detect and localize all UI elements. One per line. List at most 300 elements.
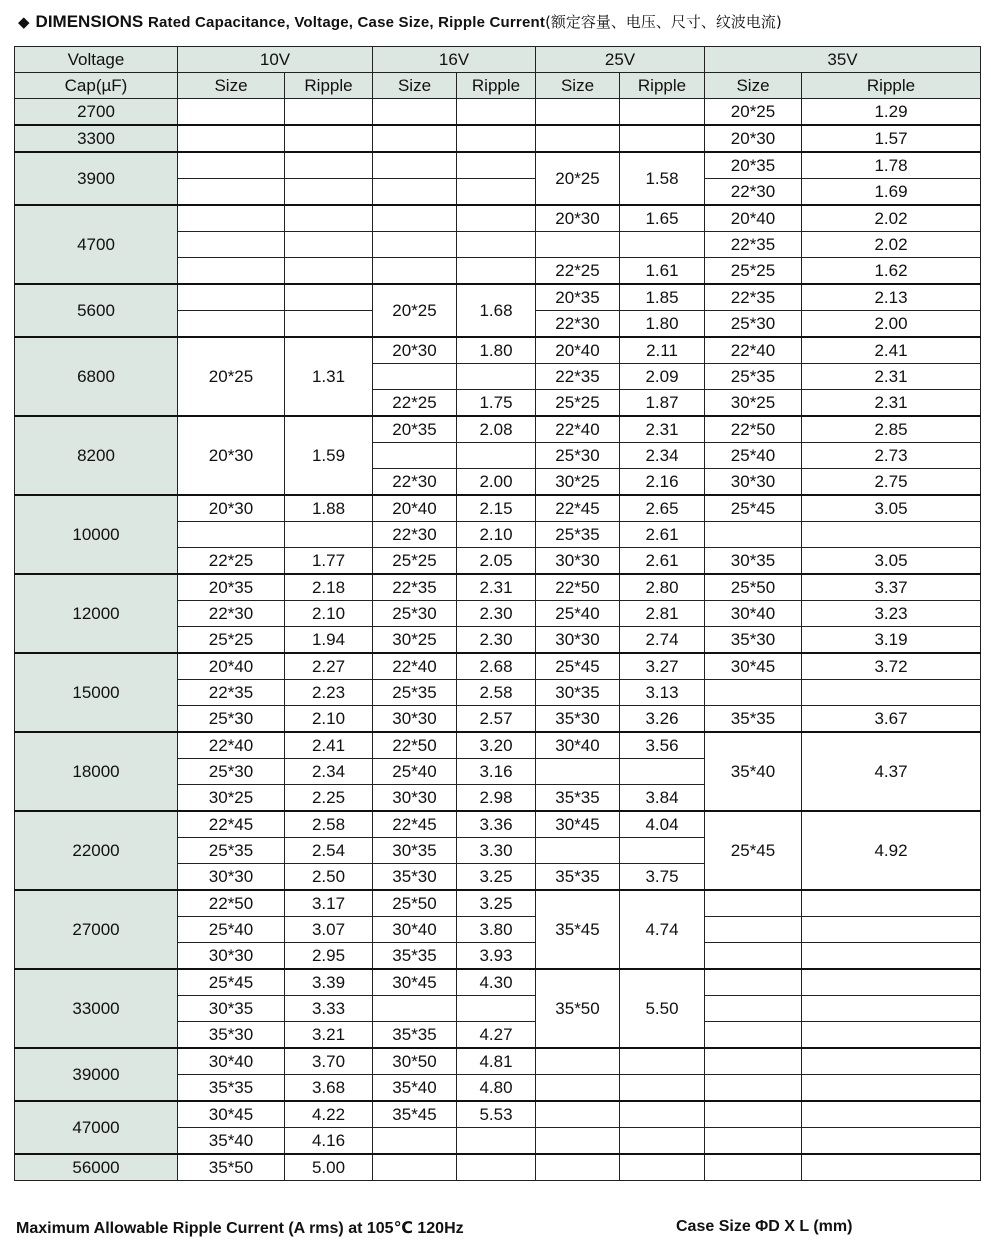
table-row [15, 337, 981, 364]
capacitance-cell: 12000 [15, 574, 178, 653]
size-cell-v25: 20*35 [536, 284, 620, 311]
ripple-cell-v25: 2.31 [620, 416, 705, 443]
size-cell-v25 [536, 232, 620, 258]
section-title [18, 6, 782, 38]
size-cell-v25 [536, 99, 620, 126]
size-cell-v25: 30*30 [536, 548, 620, 575]
title-subtitle: Rated Capacitance, Voltage, Case Size, Ripple Current [147, 14, 546, 31]
ripple-cell-v10: 2.95 [285, 943, 373, 970]
size-cell-v16 [373, 364, 457, 390]
ripple-cell-v16: 4.30 [457, 969, 536, 996]
size-cell-v35 [705, 1048, 802, 1075]
ripple-cell-v35 [802, 943, 981, 970]
capacitance-cell: 47000 [15, 1101, 178, 1154]
ripple-cell-v16: 2.30 [457, 601, 536, 627]
table-row [15, 1048, 981, 1075]
size-cell-v35 [705, 1154, 802, 1181]
ripple-cell-v25 [620, 1154, 705, 1181]
size-cell-v16: 22*30 [373, 469, 457, 496]
size-cell-v25: 35*45 [536, 890, 620, 969]
size-cell-v10 [178, 99, 285, 126]
size-header: Size [373, 73, 457, 99]
size-cell-v25 [536, 1075, 620, 1102]
size-cell-v10: 25*45 [178, 969, 285, 996]
ripple-cell-v16: 1.80 [457, 337, 536, 364]
ripple-cell-v16: 2.58 [457, 680, 536, 706]
ripple-cell-v10: 4.16 [285, 1128, 373, 1155]
table-row [15, 890, 981, 917]
ripple-cell-v10: 2.27 [285, 653, 373, 680]
size-cell-v25: 22*50 [536, 574, 620, 601]
size-cell-v10: 30*45 [178, 1101, 285, 1128]
ripple-cell-v25: 1.87 [620, 390, 705, 417]
ripple-cell-v10: 2.10 [285, 706, 373, 733]
ripple-cell-v25: 1.80 [620, 311, 705, 338]
ripple-cell-v16: 3.25 [457, 864, 536, 891]
ripple-cell-v10 [285, 258, 373, 285]
table-row [15, 99, 981, 126]
ripple-cell-v25: 2.74 [620, 627, 705, 654]
size-cell-v16: 22*45 [373, 811, 457, 838]
ripple-cell-v35: 2.02 [802, 232, 981, 258]
ripple-cell-v35: 1.69 [802, 179, 981, 206]
ripple-cell-v16: 2.00 [457, 469, 536, 496]
ripple-cell-v16 [457, 99, 536, 126]
ripple-cell-v25: 2.16 [620, 469, 705, 496]
size-cell-v35 [705, 1101, 802, 1128]
ripple-cell-v10: 3.07 [285, 917, 373, 943]
ripple-cell-v10: 5.00 [285, 1154, 373, 1181]
ripple-cell-v35: 1.62 [802, 258, 981, 285]
size-cell-v10 [178, 152, 285, 179]
header-row-voltage [15, 47, 981, 73]
size-cell-v35 [705, 680, 802, 706]
ripple-header: Ripple [802, 73, 981, 99]
table-row [15, 205, 981, 232]
ripple-cell-v25: 3.26 [620, 706, 705, 733]
ripple-cell-v25 [620, 1075, 705, 1102]
capacitance-cell: 4700 [15, 205, 178, 284]
ripple-cell-v25: 1.65 [620, 205, 705, 232]
size-cell-v25 [536, 1101, 620, 1128]
size-cell-v16 [373, 125, 457, 152]
size-cell-v16: 30*25 [373, 627, 457, 654]
ripple-cell-v25: 3.75 [620, 864, 705, 891]
size-cell-v10: 25*30 [178, 759, 285, 785]
size-cell-v10: 25*35 [178, 838, 285, 864]
ripple-cell-v16: 3.93 [457, 943, 536, 970]
size-cell-v25 [536, 838, 620, 864]
size-cell-v10: 35*30 [178, 1022, 285, 1049]
size-cell-v35: 22*50 [705, 416, 802, 443]
size-cell-v35: 22*35 [705, 284, 802, 311]
size-cell-v25: 22*40 [536, 416, 620, 443]
ripple-cell-v25 [620, 125, 705, 152]
ripple-cell-v10 [285, 152, 373, 179]
size-cell-v16: 20*30 [373, 337, 457, 364]
ripple-cell-v35: 3.05 [802, 495, 981, 522]
size-cell-v35: 22*40 [705, 337, 802, 364]
ripple-cell-v35 [802, 1048, 981, 1075]
size-cell-v16: 30*45 [373, 969, 457, 996]
size-cell-v10 [178, 179, 285, 206]
ripple-cell-v25: 4.74 [620, 890, 705, 969]
ripple-cell-v16: 3.20 [457, 732, 536, 759]
ripple-cell-v10: 1.31 [285, 337, 373, 416]
size-cell-v16: 30*40 [373, 917, 457, 943]
ripple-cell-v25 [620, 232, 705, 258]
size-cell-v16: 35*45 [373, 1101, 457, 1128]
ripple-cell-v25: 3.13 [620, 680, 705, 706]
ripple-cell-v25: 2.11 [620, 337, 705, 364]
ripple-cell-v35: 2.31 [802, 390, 981, 417]
size-cell-v35 [705, 943, 802, 970]
ripple-cell-v16: 3.25 [457, 890, 536, 917]
ripple-cell-v16 [457, 205, 536, 232]
ripple-cell-v25: 1.58 [620, 152, 705, 205]
table-row [15, 574, 981, 601]
size-cell-v16: 20*35 [373, 416, 457, 443]
ripple-cell-v10: 3.17 [285, 890, 373, 917]
ripple-cell-v25: 3.56 [620, 732, 705, 759]
table-row [15, 284, 981, 311]
ripple-cell-v10: 1.77 [285, 548, 373, 575]
size-cell-v25: 25*35 [536, 522, 620, 548]
ripple-cell-v25 [620, 1101, 705, 1128]
voltage-header-v35: 35V [705, 47, 981, 73]
ripple-cell-v10: 2.34 [285, 759, 373, 785]
ripple-cell-v25: 2.65 [620, 495, 705, 522]
ripple-cell-v16 [457, 996, 536, 1022]
ripple-cell-v10 [285, 522, 373, 548]
ripple-cell-v10: 1.94 [285, 627, 373, 654]
ripple-cell-v10: 3.68 [285, 1075, 373, 1102]
size-cell-v25: 25*25 [536, 390, 620, 417]
size-cell-v10: 20*35 [178, 574, 285, 601]
ripple-cell-v35 [802, 1128, 981, 1155]
ripple-cell-v10: 1.59 [285, 416, 373, 495]
capacitance-cell: 3300 [15, 125, 178, 152]
ripple-cell-v25: 2.61 [620, 548, 705, 575]
size-cell-v10: 25*25 [178, 627, 285, 654]
size-cell-v16: 35*40 [373, 1075, 457, 1102]
size-cell-v10: 25*40 [178, 917, 285, 943]
ripple-cell-v25 [620, 1128, 705, 1155]
size-cell-v10 [178, 522, 285, 548]
capacitance-cell: 8200 [15, 416, 178, 495]
size-cell-v10: 30*30 [178, 943, 285, 970]
size-cell-v10: 22*50 [178, 890, 285, 917]
size-cell-v35: 35*40 [705, 732, 802, 811]
ripple-cell-v25: 4.04 [620, 811, 705, 838]
ripple-cell-v25 [620, 759, 705, 785]
capacitance-cell: 18000 [15, 732, 178, 811]
size-cell-v35: 25*45 [705, 811, 802, 890]
capacitance-cell: 2700 [15, 99, 178, 126]
size-cell-v35 [705, 996, 802, 1022]
ripple-cell-v16: 5.53 [457, 1101, 536, 1128]
ripple-cell-v25: 3.84 [620, 785, 705, 812]
size-cell-v35 [705, 1128, 802, 1155]
size-cell-v35: 30*35 [705, 548, 802, 575]
table-row [15, 152, 981, 179]
size-cell-v16: 25*50 [373, 890, 457, 917]
ripple-cell-v10: 2.23 [285, 680, 373, 706]
ripple-cell-v35 [802, 917, 981, 943]
size-cell-v25: 35*50 [536, 969, 620, 1048]
footer-case-size-note: Case Size ΦD X L (mm) [676, 1218, 853, 1235]
size-cell-v16: 35*35 [373, 1022, 457, 1049]
ripple-cell-v25 [620, 99, 705, 126]
capacitance-cell: 15000 [15, 653, 178, 732]
size-cell-v10: 30*25 [178, 785, 285, 812]
size-cell-v35: 25*35 [705, 364, 802, 390]
capacitance-cell: 3900 [15, 152, 178, 205]
ripple-cell-v16: 2.15 [457, 495, 536, 522]
ripple-cell-v16 [457, 179, 536, 206]
size-cell-v35: 25*25 [705, 258, 802, 285]
size-cell-v16: 22*40 [373, 653, 457, 680]
ripple-cell-v10: 3.21 [285, 1022, 373, 1049]
size-cell-v35: 35*35 [705, 706, 802, 733]
ripple-cell-v16 [457, 258, 536, 285]
voltage-header-v10: 10V [178, 47, 373, 73]
voltage-header-v16: 16V [373, 47, 536, 73]
size-cell-v25: 30*30 [536, 627, 620, 654]
ripple-cell-v10: 2.54 [285, 838, 373, 864]
ripple-cell-v35: 3.19 [802, 627, 981, 654]
size-cell-v25: 20*40 [536, 337, 620, 364]
ripple-cell-v25: 1.85 [620, 284, 705, 311]
capacitance-cell: 22000 [15, 811, 178, 890]
table-row [15, 1101, 981, 1128]
ripple-cell-v16: 2.05 [457, 548, 536, 575]
ripple-cell-v35: 3.37 [802, 574, 981, 601]
size-cell-v10: 20*30 [178, 495, 285, 522]
table-row [15, 653, 981, 680]
size-cell-v25: 22*45 [536, 495, 620, 522]
ripple-cell-v10 [285, 284, 373, 311]
size-cell-v16 [373, 996, 457, 1022]
ripple-cell-v35: 4.92 [802, 811, 981, 890]
ripple-cell-v35 [802, 1075, 981, 1102]
ripple-cell-v10: 1.88 [285, 495, 373, 522]
size-cell-v25: 22*35 [536, 364, 620, 390]
size-cell-v10: 35*40 [178, 1128, 285, 1155]
table-row [15, 811, 981, 838]
ripple-cell-v16: 3.30 [457, 838, 536, 864]
ripple-cell-v35: 3.23 [802, 601, 981, 627]
size-cell-v25: 25*40 [536, 601, 620, 627]
ripple-cell-v35 [802, 890, 981, 917]
size-cell-v25: 35*35 [536, 785, 620, 812]
size-cell-v35: 30*30 [705, 469, 802, 496]
size-cell-v35: 20*40 [705, 205, 802, 232]
ripple-cell-v16 [457, 364, 536, 390]
ripple-cell-v10 [285, 311, 373, 338]
size-cell-v16 [373, 1154, 457, 1181]
size-cell-v16: 30*30 [373, 785, 457, 812]
size-cell-v35: 20*25 [705, 99, 802, 126]
ripple-header: Ripple [285, 73, 373, 99]
table-row [15, 495, 981, 522]
ripple-cell-v16 [457, 152, 536, 179]
ripple-cell-v10 [285, 232, 373, 258]
ripple-cell-v10: 2.25 [285, 785, 373, 812]
size-cell-v35 [705, 1075, 802, 1102]
size-cell-v10: 20*40 [178, 653, 285, 680]
size-cell-v35 [705, 917, 802, 943]
size-cell-v16 [373, 443, 457, 469]
ripple-cell-v16: 1.75 [457, 390, 536, 417]
ripple-cell-v35 [802, 1154, 981, 1181]
ripple-cell-v16 [457, 232, 536, 258]
ripple-cell-v35: 4.37 [802, 732, 981, 811]
ripple-cell-v10 [285, 125, 373, 152]
ripple-cell-v35: 2.73 [802, 443, 981, 469]
ripple-cell-v35: 1.57 [802, 125, 981, 152]
size-cell-v35: 20*35 [705, 152, 802, 179]
capacitance-cell: 10000 [15, 495, 178, 574]
size-cell-v16: 22*30 [373, 522, 457, 548]
ripple-cell-v35: 2.85 [802, 416, 981, 443]
size-cell-v25 [536, 1128, 620, 1155]
ripple-cell-v35: 2.13 [802, 284, 981, 311]
size-cell-v10 [178, 284, 285, 311]
cap-header-label: Cap(µF) [15, 73, 178, 99]
size-cell-v16: 20*40 [373, 495, 457, 522]
footer-ripple-note: Maximum Allowable Ripple Current (A rms) at 105℃ 120Hz [16, 1220, 464, 1237]
size-cell-v10: 20*30 [178, 416, 285, 495]
table-row [15, 732, 981, 759]
ripple-cell-v16: 2.31 [457, 574, 536, 601]
ripple-cell-v16 [457, 125, 536, 152]
ripple-cell-v16 [457, 1128, 536, 1155]
size-cell-v35: 30*25 [705, 390, 802, 417]
ripple-cell-v35: 2.41 [802, 337, 981, 364]
ripple-cell-v35: 3.67 [802, 706, 981, 733]
size-cell-v10 [178, 205, 285, 232]
size-cell-v35 [705, 1022, 802, 1049]
table-row [15, 969, 981, 996]
ripple-cell-v10: 2.58 [285, 811, 373, 838]
size-cell-v16: 25*35 [373, 680, 457, 706]
capacitance-cell: 6800 [15, 337, 178, 416]
ripple-cell-v35 [802, 522, 981, 548]
size-cell-v35: 25*40 [705, 443, 802, 469]
size-cell-v25: 30*25 [536, 469, 620, 496]
capacitance-cell: 27000 [15, 890, 178, 969]
capacitance-cell: 56000 [15, 1154, 178, 1181]
size-cell-v16: 22*50 [373, 732, 457, 759]
ripple-cell-v16: 2.98 [457, 785, 536, 812]
ripple-cell-v25 [620, 1048, 705, 1075]
size-cell-v16: 25*40 [373, 759, 457, 785]
size-cell-v25 [536, 125, 620, 152]
size-cell-v10: 20*25 [178, 337, 285, 416]
ripple-cell-v35: 2.00 [802, 311, 981, 338]
ripple-cell-v35: 1.78 [802, 152, 981, 179]
size-cell-v10: 22*40 [178, 732, 285, 759]
size-cell-v10: 22*45 [178, 811, 285, 838]
ripple-cell-v35 [802, 969, 981, 996]
size-cell-v25: 35*30 [536, 706, 620, 733]
voltage-header-v25: 25V [536, 47, 705, 73]
size-cell-v35: 22*30 [705, 179, 802, 206]
table-row [15, 416, 981, 443]
size-cell-v10 [178, 232, 285, 258]
size-cell-v16: 30*30 [373, 706, 457, 733]
size-cell-v10: 35*50 [178, 1154, 285, 1181]
table-row [15, 1154, 981, 1181]
size-cell-v10 [178, 125, 285, 152]
size-cell-v16: 25*25 [373, 548, 457, 575]
size-cell-v10: 22*25 [178, 548, 285, 575]
title-lead: DIMENSIONS [35, 12, 144, 31]
size-cell-v25: 30*45 [536, 811, 620, 838]
ripple-header: Ripple [457, 73, 536, 99]
ripple-cell-v16: 4.80 [457, 1075, 536, 1102]
ripple-cell-v16: 4.81 [457, 1048, 536, 1075]
size-cell-v35: 25*45 [705, 495, 802, 522]
size-cell-v16 [373, 179, 457, 206]
size-cell-v25: 35*35 [536, 864, 620, 891]
ripple-cell-v10: 3.70 [285, 1048, 373, 1075]
size-cell-v25 [536, 759, 620, 785]
size-cell-v35 [705, 969, 802, 996]
size-cell-v35 [705, 522, 802, 548]
size-cell-v35: 22*35 [705, 232, 802, 258]
size-cell-v25: 30*40 [536, 732, 620, 759]
ripple-cell-v25: 2.34 [620, 443, 705, 469]
size-cell-v25: 25*45 [536, 653, 620, 680]
header-row-columns [15, 73, 981, 99]
ripple-cell-v10: 3.33 [285, 996, 373, 1022]
size-cell-v16 [373, 99, 457, 126]
size-cell-v16 [373, 152, 457, 179]
size-cell-v16: 35*30 [373, 864, 457, 891]
ripple-cell-v10: 2.41 [285, 732, 373, 759]
size-cell-v35: 25*30 [705, 311, 802, 338]
size-cell-v16 [373, 258, 457, 285]
size-header: Size [178, 73, 285, 99]
ripple-cell-v25: 3.27 [620, 653, 705, 680]
size-cell-v16: 30*50 [373, 1048, 457, 1075]
size-cell-v16 [373, 205, 457, 232]
size-cell-v35: 30*40 [705, 601, 802, 627]
size-cell-v10: 35*35 [178, 1075, 285, 1102]
ripple-cell-v10 [285, 99, 373, 126]
size-cell-v10: 22*30 [178, 601, 285, 627]
size-cell-v25 [536, 1154, 620, 1181]
size-cell-v16: 25*30 [373, 601, 457, 627]
table-row [15, 125, 981, 152]
ripple-cell-v16: 3.16 [457, 759, 536, 785]
ripple-cell-v35: 3.05 [802, 548, 981, 575]
ripple-cell-v10: 2.10 [285, 601, 373, 627]
capacitance-cell: 39000 [15, 1048, 178, 1101]
size-header: Size [536, 73, 620, 99]
size-cell-v10: 30*35 [178, 996, 285, 1022]
ripple-cell-v10 [285, 179, 373, 206]
size-cell-v16: 35*35 [373, 943, 457, 970]
size-cell-v25 [536, 1048, 620, 1075]
spec-table-container [14, 46, 981, 1181]
size-cell-v35: 25*50 [705, 574, 802, 601]
size-cell-v35: 30*45 [705, 653, 802, 680]
ripple-cell-v25: 1.61 [620, 258, 705, 285]
ripple-cell-v25: 2.81 [620, 601, 705, 627]
